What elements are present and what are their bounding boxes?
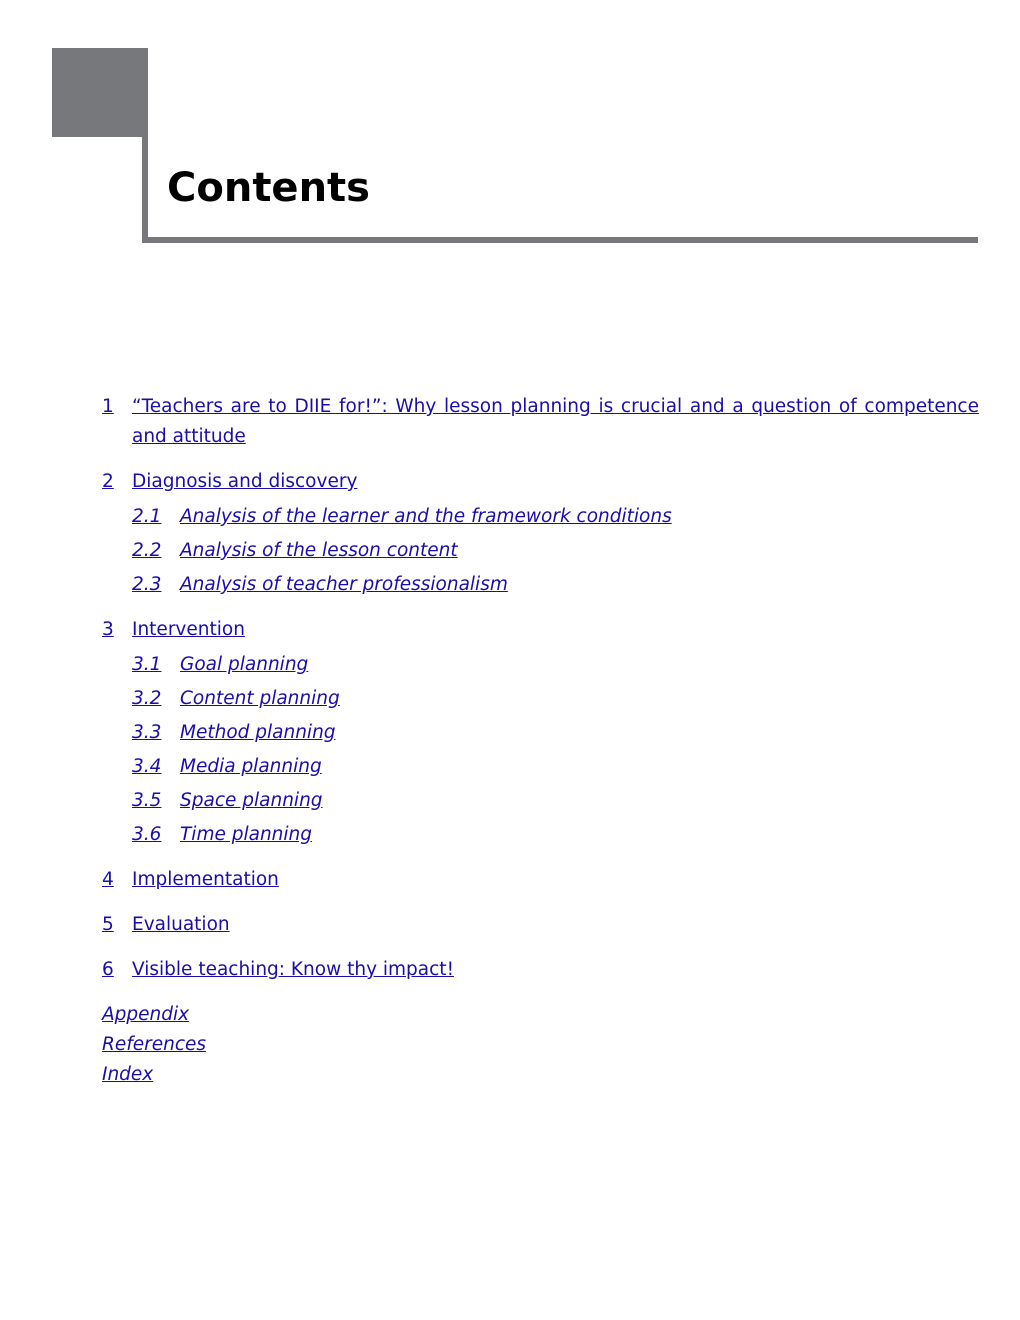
section-title-link[interactable]: Analysis of the learner and the framework conditions	[180, 506, 672, 527]
backmatter-item	[102, 1000, 979, 1030]
toc-section	[132, 750, 979, 784]
section-title-link[interactable]: Time planning	[180, 824, 313, 845]
backmatter-item	[102, 1060, 979, 1090]
chapter-title-link[interactable]: Intervention	[132, 619, 245, 640]
chapter-number-link[interactable]: 4	[102, 869, 114, 890]
section-title	[180, 750, 322, 784]
section-title	[180, 568, 508, 602]
section-title	[180, 716, 336, 750]
chapter-title	[132, 615, 979, 645]
header-left-rule	[142, 137, 148, 243]
page-title: Contents	[167, 165, 370, 211]
section-title	[180, 648, 308, 682]
section-title	[180, 784, 323, 818]
toc-chapter	[102, 392, 979, 452]
chapter-title	[132, 910, 979, 940]
backmatter-link[interactable]: Appendix	[102, 1004, 190, 1025]
toc-chapter	[102, 467, 979, 497]
section-title-link[interactable]: Space planning	[180, 790, 323, 811]
backmatter-item	[102, 1030, 979, 1060]
toc-section	[132, 818, 979, 852]
section-number-link[interactable]: 3.6	[132, 824, 162, 845]
chapter-number-link[interactable]: 2	[102, 471, 114, 492]
chapter-title-link[interactable]: “Teachers are to DIIE for!”: Why lesson planning is crucial and a question of competence and attitude	[132, 396, 979, 447]
chapter-title-link[interactable]: Evaluation	[132, 914, 230, 935]
section-title	[180, 682, 340, 716]
toc-section	[132, 568, 979, 602]
section-number-link[interactable]: 3.1	[132, 654, 162, 675]
section-title	[180, 500, 672, 534]
header-corner-block	[52, 48, 148, 137]
toc-backmatter	[102, 1000, 979, 1090]
chapter-title-link[interactable]: Diagnosis and discovery	[132, 471, 358, 492]
section-title-link[interactable]: Content planning	[180, 688, 340, 709]
chapter-title	[132, 392, 979, 452]
section-number-link[interactable]: 3.2	[132, 688, 162, 709]
table-of-contents	[102, 392, 979, 1090]
chapter-number-link[interactable]: 6	[102, 959, 114, 980]
chapter-title	[132, 955, 979, 985]
backmatter-link[interactable]: References	[102, 1034, 207, 1055]
section-title-link[interactable]: Analysis of teacher professionalism	[180, 574, 508, 595]
toc-section	[132, 648, 979, 682]
toc-section	[132, 784, 979, 818]
section-number-link[interactable]: 2.1	[132, 506, 162, 527]
chapter-title-link[interactable]: Implementation	[132, 869, 279, 890]
section-number-link[interactable]: 3.3	[132, 722, 162, 743]
toc-section-list	[132, 648, 979, 852]
section-number-link[interactable]: 3.4	[132, 756, 162, 777]
toc-chapter	[102, 865, 979, 895]
chapter-title	[132, 467, 979, 497]
backmatter-link[interactable]: Index	[102, 1064, 154, 1085]
chapter-number-link[interactable]: 5	[102, 914, 114, 935]
toc-section	[132, 716, 979, 750]
toc-chapter	[102, 615, 979, 645]
toc-section-list	[132, 500, 979, 602]
toc-chapter	[102, 955, 979, 985]
section-number-link[interactable]: 2.3	[132, 574, 162, 595]
chapter-number-link[interactable]: 1	[102, 396, 114, 417]
chapter-title	[132, 865, 979, 895]
section-title	[180, 818, 312, 852]
chapter-title-link[interactable]: Visible teaching: Know thy impact!	[132, 959, 454, 980]
section-title	[180, 534, 458, 568]
section-title-link[interactable]: Method planning	[180, 722, 336, 743]
toc-section	[132, 500, 979, 534]
chapter-number-link[interactable]: 3	[102, 619, 114, 640]
header-bottom-rule	[142, 237, 978, 243]
toc-section	[132, 534, 979, 568]
section-number-link[interactable]: 3.5	[132, 790, 162, 811]
section-title-link[interactable]: Analysis of the lesson content	[180, 540, 458, 561]
toc-section	[132, 682, 979, 716]
section-title-link[interactable]: Goal planning	[180, 654, 309, 675]
section-title-link[interactable]: Media planning	[180, 756, 322, 777]
toc-chapter	[102, 910, 979, 940]
section-number-link[interactable]: 2.2	[132, 540, 162, 561]
